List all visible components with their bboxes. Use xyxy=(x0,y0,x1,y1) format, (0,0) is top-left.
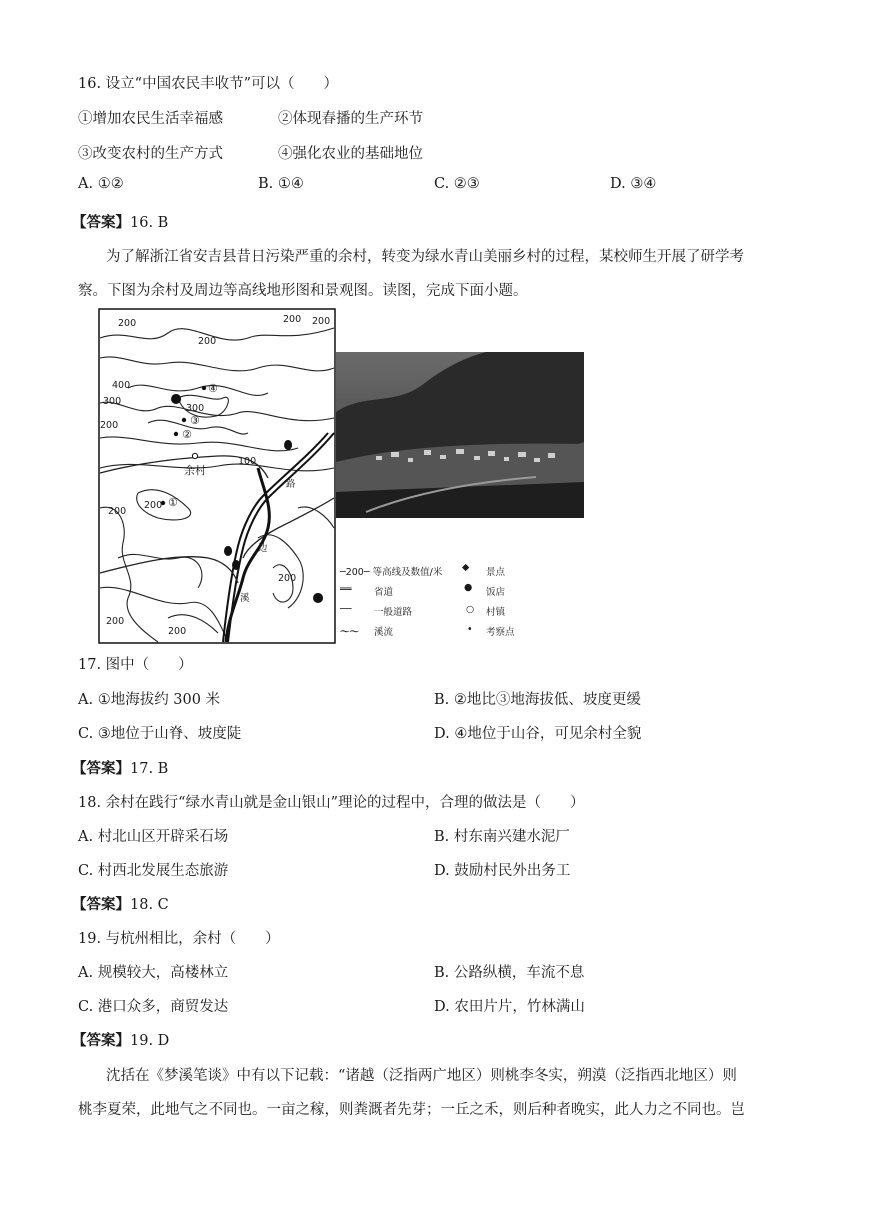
legend-provincial-road: 省道 xyxy=(374,587,394,598)
contour-label: 200 xyxy=(198,336,217,347)
contour-label: 300 xyxy=(186,403,205,414)
contour-label: 200 xyxy=(106,616,125,627)
q16-option-b: B. ①④ xyxy=(258,176,304,192)
q19-option-b: B. 公路纵横，车流不息 xyxy=(434,965,585,981)
contour-label: 200 xyxy=(283,314,302,325)
contour-label: 200 xyxy=(144,500,163,511)
answer-value: 19. D xyxy=(130,1033,170,1049)
q19-stem: 19. 与杭州相比，余村（ ） xyxy=(78,931,280,947)
q18-answer xyxy=(72,893,169,914)
contour-label: 200 xyxy=(108,506,127,517)
village-label: 余村 xyxy=(184,464,206,477)
road-label: 路 xyxy=(286,479,296,490)
q18-option-b: B. 村东南兴建水泥厂 xyxy=(434,829,570,845)
answer-label: 【答案】 xyxy=(72,1032,130,1049)
general-road-icon: ── xyxy=(340,604,352,615)
contour-label: 200 xyxy=(312,316,331,327)
contour-label: 100 xyxy=(238,456,257,467)
legend-contour: ─200─ 等高线及数值/米 xyxy=(340,567,443,578)
q18-stem: 18. 余村在践行“绿水青山就是金山银山”理论的过程中，合理的做法是（ ） xyxy=(78,795,585,811)
contour-label: 200 xyxy=(278,573,297,584)
contour-map xyxy=(98,308,336,644)
answer-label: 【答案】 xyxy=(72,896,130,913)
q18-option-d: D. 鼓励村民外出务工 xyxy=(434,863,571,879)
q16-answer xyxy=(72,211,168,232)
survey-point-2: ② xyxy=(182,428,192,441)
legend-stream: 溪流 xyxy=(374,627,394,638)
intro-line-1: 为了解浙江省安吉县昔日污染严重的余村，转变为绿水青山美丽乡村的过程，某校师生开展了研学考 xyxy=(106,249,744,265)
contour-label: 200 xyxy=(100,420,119,431)
q16-item-3: ③改变农村的生产方式 xyxy=(78,146,223,162)
q17-option-d: D. ④地位于山谷，可见余村全貌 xyxy=(434,726,642,742)
contour-label: 300 xyxy=(103,396,122,407)
scenic-icon: ◆ xyxy=(462,562,470,573)
legend-restaurant: 饭店 xyxy=(486,587,506,598)
contour-label: 400 xyxy=(112,380,131,391)
q16-stem: 16. 设立“中国农民丰收节”可以（ ） xyxy=(78,76,338,92)
q16-item-4: ④强化农业的基础地位 xyxy=(278,146,423,162)
q16-option-a: A. ①② xyxy=(78,176,124,192)
road-label: 边 xyxy=(258,543,268,554)
q17-option-c: C. ③地位于山脊、坡度陡 xyxy=(78,726,242,742)
answer-value: 17. B xyxy=(130,761,169,777)
q17-option-a: A. ①地海拔约 300 米 xyxy=(78,692,221,708)
restaurant-icon: ● xyxy=(464,582,473,593)
legend-survey-point: 考察点 xyxy=(486,627,515,638)
provincial-road-icon: ══ xyxy=(340,584,352,595)
answer-value: 16. B xyxy=(130,215,169,231)
survey-point-3: ③ xyxy=(190,414,200,427)
survey-point-4: ④ xyxy=(208,382,218,395)
q16-option-c: C. ②③ xyxy=(434,176,480,192)
closing-line-1: 沈括在《梦溪笔谈》中有以下记载：“诸越（泛指两广地区）则桃李冬实，朔漠（泛指西北地区）则 xyxy=(106,1068,737,1084)
answer-label: 【答案】 xyxy=(72,214,130,231)
closing-line-2: 桃李夏荣，此地气之不同也。一亩之稼，则粪溉者先芽；一丘之禾，则后种者晚实，此人力之不同也。岂 xyxy=(78,1102,745,1118)
q17-answer xyxy=(72,757,168,778)
legend-scenic: 景点 xyxy=(486,567,506,578)
landscape-photo xyxy=(336,352,584,518)
q19-option-d: D. 农田片片，竹林满山 xyxy=(434,999,585,1015)
stream-icon: ～～ xyxy=(340,627,360,638)
contour-label: 200 xyxy=(118,318,137,329)
answer-label: 【答案】 xyxy=(72,760,130,777)
answer-value: 18. C xyxy=(130,897,169,913)
q16-item-2: ②体现春播的生产环节 xyxy=(278,111,423,127)
survey-point-1: ① xyxy=(168,496,178,509)
contour-label: 200 xyxy=(168,626,187,637)
q17-option-b: B. ②地比③地海拔低、坡度更缓 xyxy=(434,692,641,708)
legend-general-road: 一般道路 xyxy=(374,607,413,618)
q18-option-a: A. 村北山区开辟采石场 xyxy=(78,829,229,845)
q18-option-c: C. 村西北发展生态旅游 xyxy=(78,863,229,879)
q16-option-d: D. ③④ xyxy=(610,176,657,192)
q17-stem: 17. 图中（ ） xyxy=(78,657,193,673)
q19-answer xyxy=(72,1029,169,1050)
legend-town: 村镇 xyxy=(486,607,506,618)
survey-point-icon: • xyxy=(467,624,473,635)
intro-line-2: 察。下图为余村及周边等高线地形图和景观图。读图，完成下面小题。 xyxy=(78,283,528,299)
q19-option-c: C. 港口众多，商贸发达 xyxy=(78,999,229,1015)
town-icon: ○ xyxy=(466,604,475,615)
q19-option-a: A. 规模较大，高楼林立 xyxy=(78,965,229,981)
stream-label: 溪 xyxy=(240,593,250,604)
map-legend xyxy=(336,560,584,644)
q16-item-1: ①增加农民生活幸福感 xyxy=(78,111,223,127)
